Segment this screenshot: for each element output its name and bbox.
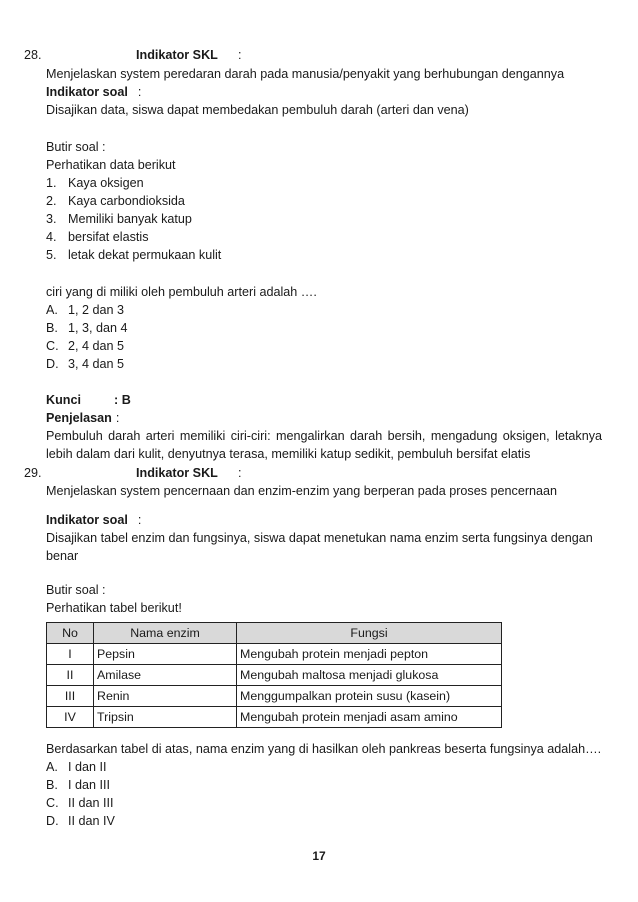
cell-nama-enzim: Amilase <box>94 665 237 686</box>
list-item: 1. Kaya oksigen <box>46 176 144 190</box>
indikator-skl-label: Indikator SKL <box>136 48 218 62</box>
colon: : <box>137 85 142 99</box>
column-header-no: No <box>47 623 94 644</box>
kunci-answer: : B <box>114 393 131 407</box>
option-a: A. I dan II <box>46 760 107 774</box>
cell-no: IV <box>47 707 94 728</box>
list-item: 2. Kaya carbondioksida <box>46 194 185 208</box>
option-d: D. 3, 4 dan 5 <box>46 357 125 371</box>
option-a: A. 1, 2 dan 3 <box>46 303 125 317</box>
table-row <box>47 686 502 707</box>
cell-fungsi: Mengubah protein menjadi pepton <box>237 644 502 665</box>
penjelasan-text-line1: Pembuluh darah arteri memiliki ciri-ciri: mengalirkan darah bersih, mengadung oksigen, letaknya <box>46 429 602 443</box>
table-row <box>47 644 502 665</box>
question-stem: ciri yang di miliki oleh pembuluh arteri adalah …. <box>46 285 317 299</box>
indikator-soal-label: Indikator soal <box>46 85 128 99</box>
penjelasan-label: Penjelasan <box>46 411 112 425</box>
option-c: C. II dan III <box>46 796 114 810</box>
colon: : <box>238 48 242 62</box>
indikator-soal-label: Indikator soal <box>46 513 128 527</box>
list-item: 5. letak dekat permukaan kulit <box>46 248 222 262</box>
indikator-soal-text-line1: Disajikan tabel enzim dan fungsinya, siswa dapat menetukan nama enzim serta fungsinya dengan <box>46 531 593 545</box>
list-item: 4. bersifat elastis <box>46 230 149 244</box>
cell-fungsi: Mengubah protein menjadi asam amino <box>237 707 502 728</box>
question-intro: Perhatikan tabel berikut! <box>46 601 182 615</box>
butir-soal-label: Butir soal : <box>46 140 106 154</box>
cell-no: III <box>47 686 94 707</box>
cell-fungsi: Mengubah maltosa menjadi glukosa <box>237 665 502 686</box>
cell-nama-enzim: Renin <box>94 686 237 707</box>
colon: : <box>137 513 142 527</box>
question-number: 28. <box>24 48 42 62</box>
cell-nama-enzim: Pepsin <box>94 644 237 665</box>
indikator-skl-text: Menjelaskan system peredaran darah pada manusia/penyakit yang berhubungan dengannya <box>46 67 565 81</box>
option-c: C. 2, 4 dan 5 <box>46 339 125 353</box>
cell-nama-enzim: Tripsin <box>94 707 237 728</box>
penjelasan-row: Penjelasan : <box>46 411 120 425</box>
question-number: 29. <box>24 466 42 480</box>
kunci-label: Kunci <box>46 393 81 407</box>
table-row <box>47 665 502 686</box>
cell-no: II <box>47 665 94 686</box>
page-number: 17 <box>312 849 326 863</box>
cell-no: I <box>47 644 94 665</box>
penjelasan-text-line2: lebih dalam dari kulit, denyutnya terasa, memiliki katup sedikit, pembuluh bersifat elatis <box>46 447 531 461</box>
indikator-soal-text: Disajikan data, siswa dapat membedakan pembuluh darah (arteri dan vena) <box>46 103 469 117</box>
list-item: 3. Memiliki banyak katup <box>46 212 192 226</box>
colon: : <box>238 466 242 480</box>
cell-fungsi: Menggumpalkan protein susu (kasein) <box>237 686 502 707</box>
indikator-skl-label: Indikator SKL <box>136 466 218 480</box>
option-d: D. II dan IV <box>46 814 115 828</box>
option-b: B. 1, 3, dan 4 <box>46 321 128 335</box>
indikator-soal-row <box>46 513 141 527</box>
column-header-fungsi: Fungsi <box>237 623 502 644</box>
butir-soal-label: Butir soal : <box>46 583 106 597</box>
question-intro: Perhatikan data berikut <box>46 158 176 172</box>
option-b: B. I dan III <box>46 778 111 792</box>
indikator-skl-text: Menjelaskan system pencernaan dan enzim-enzim yang berperan pada proses pencernaan <box>46 484 558 498</box>
enzyme-table <box>46 622 502 728</box>
table-row <box>47 707 502 728</box>
table-header-row <box>47 623 502 644</box>
question-stem: Berdasarkan tabel di atas, nama enzim yang di hasilkan oleh pankreas beserta fungsinya adalah…. <box>46 742 602 756</box>
column-header-nama-enzim: Nama enzim <box>94 623 237 644</box>
indikator-soal-text-line2: benar <box>46 549 79 563</box>
indikator-soal-row <box>46 85 141 99</box>
